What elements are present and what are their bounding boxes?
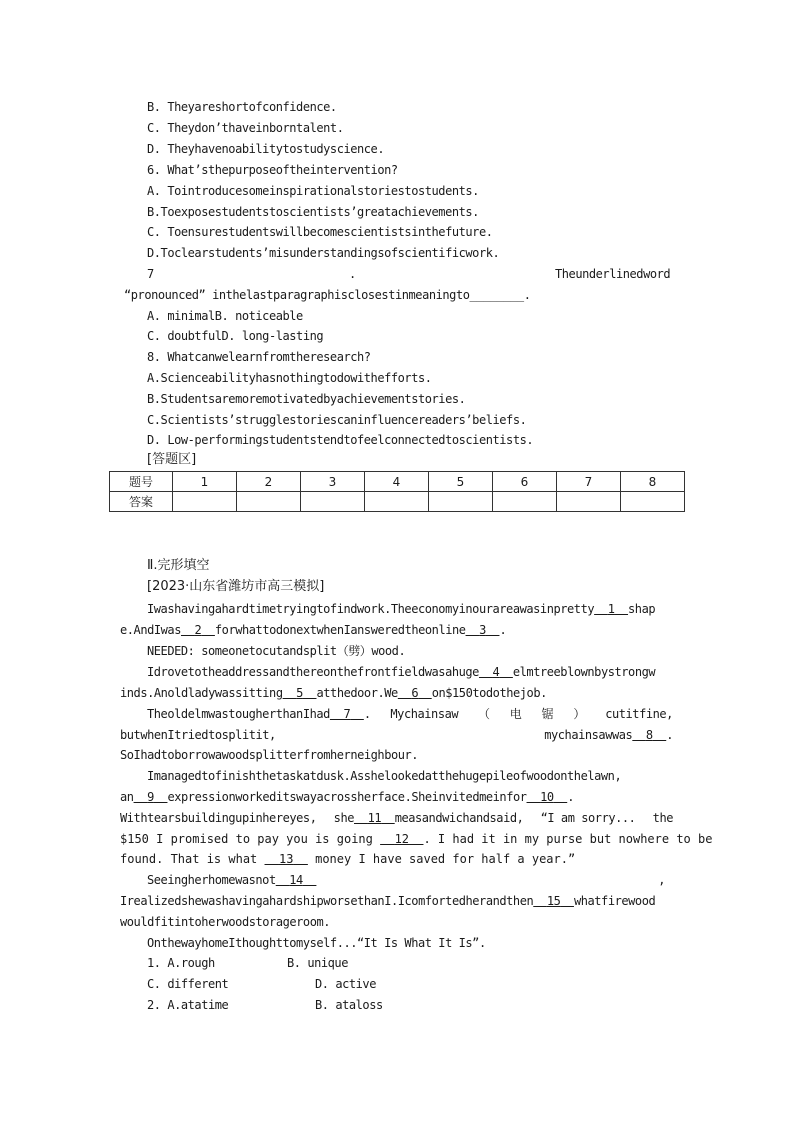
passage-line: an 9 expressionworkeditswayacrossherface.Sheinvitedmeinfor 10 . [120, 790, 574, 804]
q5-option-d: D. Theyhavenoabilitytostudyscience. [147, 142, 385, 156]
passage-line: OnthewayhomeIthoughttomyself...“It Is What It Is”. [147, 936, 486, 950]
answer-table-answer-cell[interactable] [557, 492, 621, 512]
passage-line: inds.Anoldladywassitting 5 atthedoor.We 6 on$150todothejob. [120, 686, 547, 700]
passage-line: found. That is what 13 money I have saved for half a year.” [120, 852, 576, 866]
section-source: [2023·山东省潍坊市高三模拟] [147, 579, 325, 594]
option-1d: D. active [315, 977, 376, 991]
answer-table-answer-cell[interactable] [173, 492, 237, 512]
passage-line: Seeingherhomewasnot 14 , [147, 873, 665, 887]
answer-table-number-cell: 8 [621, 472, 685, 492]
passage-line: TheoldelmwastougherthanIhad 7 . Mychainsaw （ 电 锯 ） cutitfine, [147, 707, 673, 721]
option-1a: 1. A.rough [147, 956, 215, 970]
answer-table-answer-cell[interactable] [429, 492, 493, 512]
blank-14: 14 [289, 873, 303, 887]
blank-2: 2 [194, 623, 202, 637]
answer-table-answer-cell[interactable] [237, 492, 301, 512]
answer-table-answer-row [110, 492, 685, 512]
answer-table-answer-cell[interactable] [301, 492, 365, 512]
blank-5: 5 [296, 686, 303, 700]
answer-table-number-row [110, 472, 685, 492]
option-1c: C. different [147, 977, 229, 991]
passage-line: Iwashavingahardtimetryingtofindwork.Theeconomyinourareawasinpretty 1 shap [147, 602, 656, 616]
blank-1: 1 [607, 602, 615, 616]
blank-10: 10 [540, 790, 554, 804]
passage-line: butwhenItriedtosplitit, mychainsawwas 8 . [120, 728, 673, 742]
q8-stem: 8. Whatcanwelearnfromtheresearch? [147, 350, 371, 364]
blank-15: 15 [546, 894, 561, 908]
passage-line: IrealizedshewashavingahardshipworsethanI.Icomfortedherandthen 15 whatfirewood [120, 894, 656, 908]
q6-option-c: C. Toensurestudentswillbecomescientistsinthefuture. [147, 225, 493, 239]
passage-line: $150 I promised to pay you is going 12 . I had it in my purse but nowhere to be [120, 832, 713, 846]
answer-table-number-cell: 1 [173, 472, 237, 492]
passage-line: e.AndIwas 2 forwhattodonextwhenIansweredtheonline 3 . [120, 623, 507, 637]
answer-table-answer-cell[interactable] [493, 492, 557, 512]
answer-table [109, 471, 685, 512]
answer-table-number-cell: 7 [557, 472, 621, 492]
q6-stem: 6. What’sthepurposeoftheintervention? [147, 163, 398, 177]
answer-area-label: [答题区] [147, 452, 197, 467]
passage-line: wouldfitintoherwoodstorageroom. [120, 915, 331, 929]
blank-9: 9 [147, 790, 154, 804]
blank-11: 11 [367, 811, 382, 825]
blank-13: 13 [278, 852, 294, 866]
passage-line: Withtearsbuildingupinhereyes, she 11 measandwichandsaid, “I am sorry... the [120, 811, 673, 825]
q8-option-a: A.Scienceabilityhasnothingtodowithefforts. [147, 371, 432, 385]
answer-table-answer-cell[interactable] [365, 492, 429, 512]
answer-table-number-cell: 2 [237, 472, 301, 492]
q8-option-b: B.Studentsaremoremotivatedbyachievementstories. [147, 392, 466, 406]
blank-4: 4 [492, 665, 500, 679]
blank-12: 12 [394, 832, 410, 846]
blank-8: 8 [645, 728, 653, 742]
q8-option-d: D. Low-performingstudentstendtofeelconnectedtoscientists. [147, 433, 534, 447]
q7-number: 7 [147, 267, 154, 281]
q6-option-a: A. Tointroducesomeinspirationalstoriestostudents. [147, 184, 479, 198]
q6-option-b: B.Toexposestudentstoscientists’greatachievements. [147, 205, 479, 219]
q5-option-b: B. Theyareshortofconfidence. [147, 100, 337, 114]
blank-6: 6 [411, 686, 419, 700]
q5-option-c: C. Theydon’thaveinborntalent. [147, 121, 344, 135]
section-title: Ⅱ.完形填空 [147, 558, 210, 573]
passage-line: Idrovetotheaddressandthereonthefrontfieldwasahuge 4 elmtreeblownbystrongw [147, 665, 656, 679]
blank-3: 3 [479, 623, 486, 637]
answer-table-answer-header: 答案 [110, 492, 173, 512]
answer-table-number-cell: 5 [429, 472, 493, 492]
option-2a: 2. A.atatime [147, 998, 229, 1012]
answer-table-number-cell: 4 [365, 472, 429, 492]
q7-options-cd: C. doubtfulD. long-lasting [147, 329, 324, 343]
blank-7: 7 [343, 707, 351, 721]
answer-table-row-header: 题号 [110, 472, 173, 492]
q8-option-c: C.Scientists’strugglestoriescaninfluencereaders’beliefs. [147, 413, 527, 427]
option-2b: B. ataloss [315, 998, 383, 1012]
q6-option-d: D.Toclearstudents’misunderstandingsofscientificwork. [147, 246, 500, 260]
passage-line: SoIhadtoborrowawoodsplitterfromherneighbour. [120, 748, 419, 762]
q7-dot: . [349, 267, 356, 281]
option-1b: B. unique [287, 956, 348, 970]
answer-table-answer-cell[interactable] [621, 492, 685, 512]
passage-line: Imanagedtofinishthetaskatdusk.Asshelookedatthehugepileofwoodonthelawn, [147, 769, 622, 783]
q7-stem-cont: “pronounced” inthelastparagraphisclosestinmeaningto________. [124, 288, 531, 302]
q7-options-ab: A. minimalB. noticeable [147, 309, 303, 323]
answer-table-number-cell: 3 [301, 472, 365, 492]
q7-lead: Theunderlinedword [555, 267, 671, 281]
answer-table-number-cell: 6 [493, 472, 557, 492]
needed-line: NEEDED: someonetocutandsplit（劈）wood. [147, 644, 406, 658]
